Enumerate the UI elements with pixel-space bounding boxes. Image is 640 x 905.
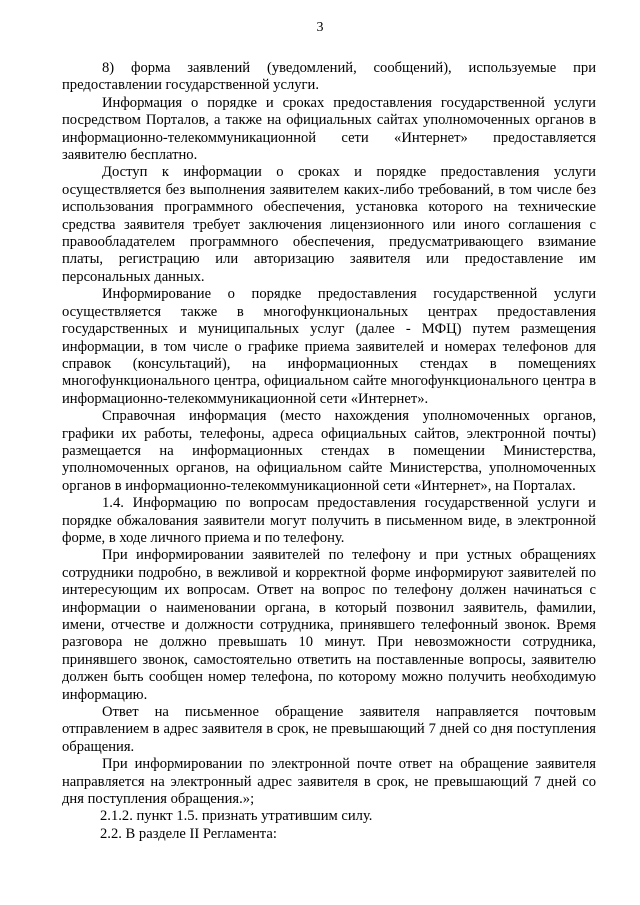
paragraph-access-to-info: Доступ к информации о сроках и порядке предоставления услуги осуществляется без выполнения заявителем каких-либо требований, в том числе без использования программного обеспечения, установка которого на технические средства заявителя требует заключения лицензионного или иного соглашения с правообладателем программного обеспечения, предусматривающего взимание платы, регистрацию или авторизацию заявителя или предоставление им персональных данных. [62,164,596,285]
page-number: 3 [316,20,324,35]
paragraph-section-1-4: 1.4. Информацию по вопросам предоставления государственной услуги и порядке обжалования заявители могут получить в письменном виде, в электронной форме, в ходе личного приема и по телефону. [62,495,596,546]
paragraph-phone-informing: При информировании заявителей по телефону и при устных обращениях сотрудники подробно, в вежливой и корректной форме информируют заявителей по интересующим их вопросам. Ответ на вопрос по телефону должен начинаться с информации о наименовании органа, в который позвонил заявитель, фамилии, имени, отчестве и должности сотрудника, принявшего телефонный звонок. Время разговора не должно превышать 10 минут. При невозможности сотрудника, принявшего звонок, самостоятельно ответить на поставленные вопросы, заявителю должен быть сообщен номер телефона, по которому можно получить необходимую информацию. [62,547,596,703]
paragraph-item-2-2: 2.2. В разделе II Регламента: [100,825,277,842]
document-body [62,60,596,843]
paragraph-info-via-portals: Информация о порядке и сроках предоставления государственной услуги посредством Порталов, а также на официальных сайтах уполномоченных органов в информационно-телекоммуникационной сети «Интернет» предоставляется заявителю бесплатно. [62,94,596,164]
paragraph-form-of-applications: 8) форма заявлений (уведомлений, сообщений), используемые при предоставлении государственной услуги. [62,60,596,94]
paragraph-item-2-1-2: 2.1.2. пункт 1.5. признать утратившим силу. [100,808,373,825]
paragraph-written-reply: Ответ на письменное обращение заявителя направляется почтовым отправлением в адрес заявителя в срок, не превышающий 7 дней со дня поступления обращения. [62,704,596,755]
paragraph-email-reply: При информировании по электронной почте ответ на обращение заявителя направляется на электронный адрес заявителя в срок, не превышающий 7 дней со дня поступления обращения.»; [62,756,596,808]
paragraph-informing-mfc: Информирование о порядке предоставления государственной услуги осуществляется также в многофункциональных центрах предоставления государственных и муниципальных услуг (далее - МФЦ) путем размещения информации, в том числе о графике приема заявителей и номерах телефонов для справок (консультаций), на информационных стендах в помещениях многофункционального центра, официальном сайте многофункционального центра в информационно-телекоммуникационной сети «Интернет». [62,286,596,407]
paragraph-reference-info: Справочная информация (место нахождения уполномоченных органов, графики их работы, телефоны, адреса официальных сайтов, электронной почты) размещается на информационных стендах в помещении Министерства, уполномоченных органов, на официальном сайте Министерства, уполномоченных органов в информационно-телекоммуникационной сети «Интернет», на Порталах. [62,408,596,494]
